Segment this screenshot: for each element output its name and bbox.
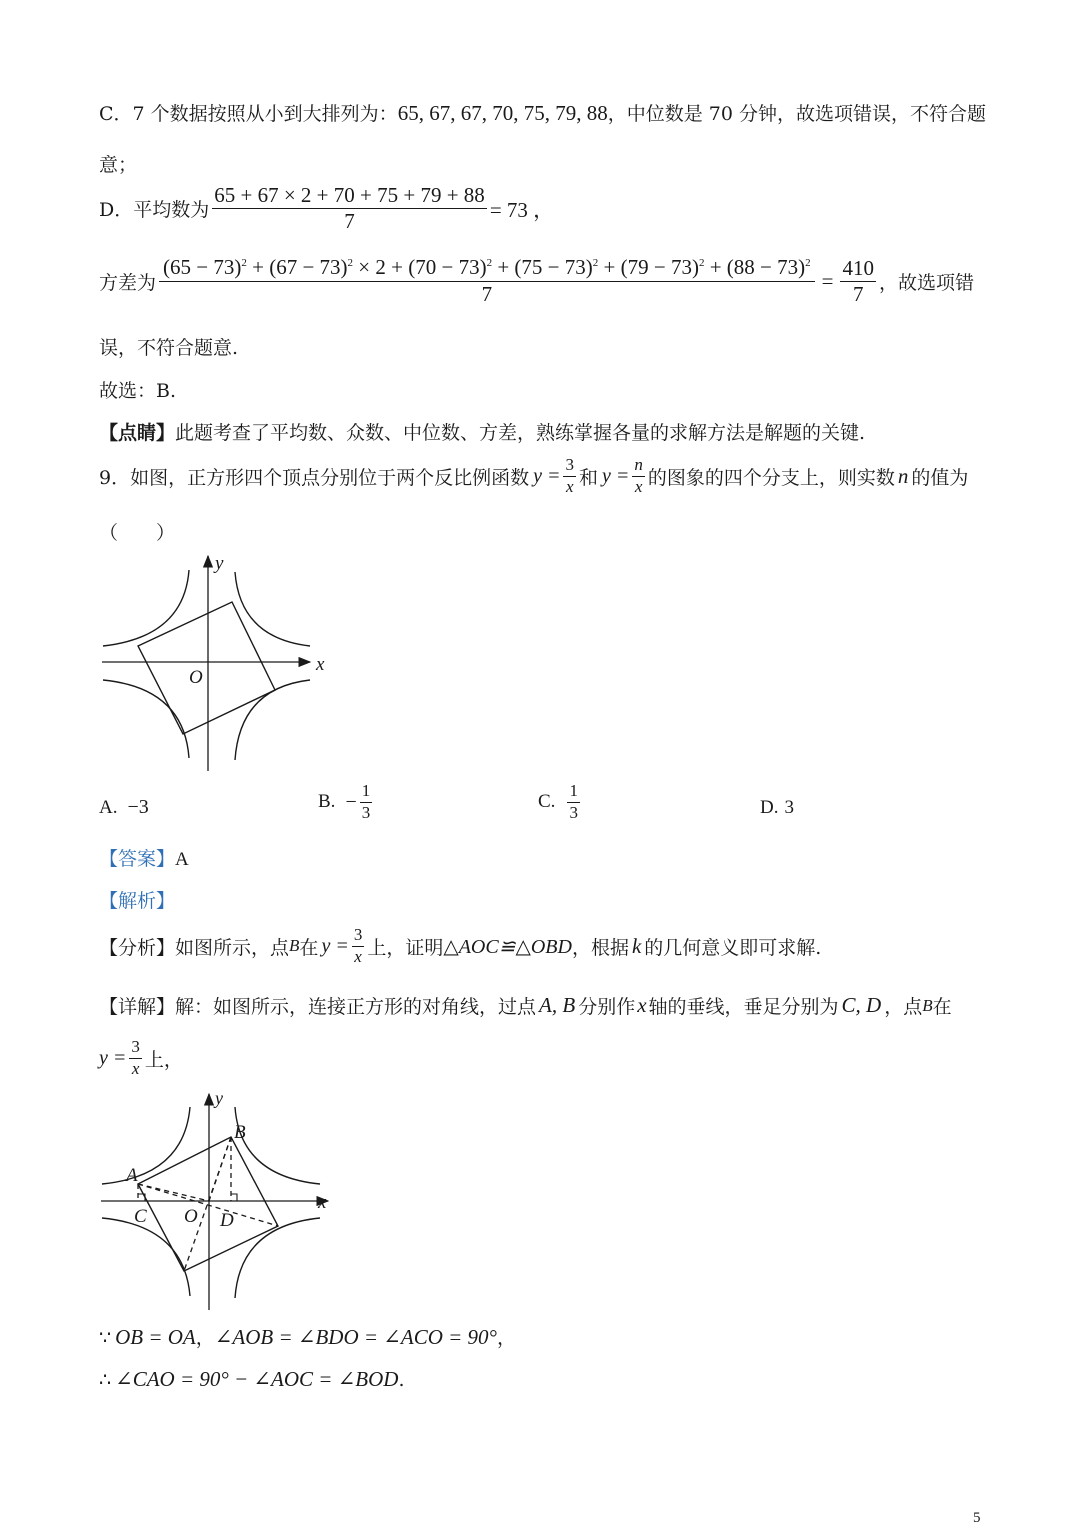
answer-tag: 【答案】: [99, 848, 176, 870]
point-a-label: A: [126, 1165, 138, 1186]
fig1-y-label: y: [215, 553, 224, 574]
hyperbola-branches: [103, 570, 310, 760]
fig2-x-label: x: [318, 1192, 327, 1213]
segment-ao: [138, 1184, 209, 1201]
branch-q4: [235, 1218, 320, 1298]
fenxi-line: 【分析】 如图所示，点 B 在 y = $\frac{3}{x}$ 上，证明 △AOC≌△OBD ，根据 k 的几何意义即可求解.: [99, 925, 822, 966]
answer-line: [99, 844, 189, 871]
option-d-choice: D. 3: [760, 797, 794, 818]
fig1-origin-label: O: [189, 667, 203, 688]
option-c-continuation: 意；: [99, 154, 138, 176]
branch-q2: [102, 1107, 190, 1184]
figure-2-graph: [98, 1088, 338, 1313]
option-c-choice: C. $\frac{1}{3}$: [538, 781, 578, 822]
function-2-fraction: $\frac{n}{x}$: [634, 455, 643, 496]
dashed-lines: [138, 1137, 278, 1271]
comment-line: 【点睛】此题考查了平均数、众数、中位数、方差，熟练掌握各量的求解方法是解题的关键.: [99, 422, 866, 444]
choice-line: 故选：B.: [99, 380, 177, 402]
figure-1-graph: [98, 550, 338, 780]
option-c-label: C．: [99, 103, 133, 125]
xiangjie-tag: 【详解】: [99, 996, 176, 1018]
point-c-label: C: [134, 1206, 147, 1227]
variance-fraction: $(65 - 73)^2 + (67 - 73)^2 \times 2 + (70 - 73)^2 + (75 - 73)^2 + (79 - 73)^2 + (88 - 73)^2$ 7: [159, 256, 815, 306]
function-1-fraction: $\frac{3}{x}$: [565, 455, 574, 496]
right-angle-d: [231, 1194, 237, 1201]
fenxi-tag: 【分析】: [99, 936, 176, 959]
comment-tag: 【点睛】: [99, 422, 176, 444]
diagonal-ac: [138, 1184, 278, 1226]
fig2-y-label: y: [215, 1088, 223, 1108]
option-d-mean: D． 平均数为 $\frac{65 + 67 \times 2 + 70 + 75 + 79 + 88}{7}$ = 73 ，: [99, 183, 555, 234]
branch-q2: [103, 570, 189, 646]
page-number: 5: [973, 1510, 981, 1526]
option-d-variance: 方差为 $(65 - 73)^2 + (67 - 73)^2 \times 2 + (70 - 73)^2 + (75 - 73)^2 + (79 - 73)^2 + (88 - 73)^2$ 7 = $\frac{410}{7}$ ，故选项错: [99, 255, 974, 307]
point-b-label: B: [234, 1122, 246, 1143]
mean-fraction: $\frac{65 + 67 \times 2 + 70 + 75 + 79 + 88}{7}$: [214, 183, 485, 234]
question-9: 9．如图，正方形四个顶点分别位于两个反比例函数 y = $\frac{3}{x}$ 和 y = $\frac{n}{x}$ 的图象的四个分支上，则实数 n 的值为: [99, 455, 969, 496]
point-d-label: D: [220, 1210, 234, 1231]
mean-result: = 73 ，: [489, 197, 555, 222]
fig2-origin-label: O: [184, 1206, 198, 1227]
analysis-tag: 【解析】: [99, 890, 176, 912]
question-9-paren: （ ）: [99, 522, 176, 544]
option-b: B. − $\frac{1}{3}$: [318, 781, 371, 822]
option-c-line: C．7 个数据按照从小到大排列为：65, 67, 67, 70, 75, 79, 88，中位数是 70 分钟，故选项错误，不符合题: [99, 101, 986, 125]
square: [138, 1137, 278, 1271]
xiangjie-line: 【详解】 解：如图所示，连接正方形的对角线，过点 A, B 分别作 x 轴的垂线，垂足分别为 C, D ，点 B 在: [99, 993, 952, 1018]
fig1-x-label: x: [316, 654, 325, 675]
step-because: ∵ OB = OA，∠AOB = ∠BDO = ∠ACO = 90°，: [99, 1325, 516, 1349]
hyperbola-branches: [102, 1107, 320, 1298]
sorted-sequence: 65, 67, 67, 70, 75, 79, 88: [397, 101, 608, 125]
step-therefore: ∴ ∠CAO = 90° − ∠AOC = ∠BOD.: [99, 1367, 405, 1391]
answer-value: A: [175, 849, 189, 870]
branch-q1: [235, 572, 310, 646]
variance-result: $\frac{410}{7}$: [842, 255, 874, 306]
branch-q1: [235, 1107, 320, 1184]
branch-q4: [235, 680, 310, 760]
xiangjie-continuation: y = $\frac{3}{x}$ 上，: [99, 1037, 183, 1078]
option-a: A. −3: [99, 796, 149, 818]
option-d-continuation: 误，不符合题意.: [99, 337, 239, 359]
